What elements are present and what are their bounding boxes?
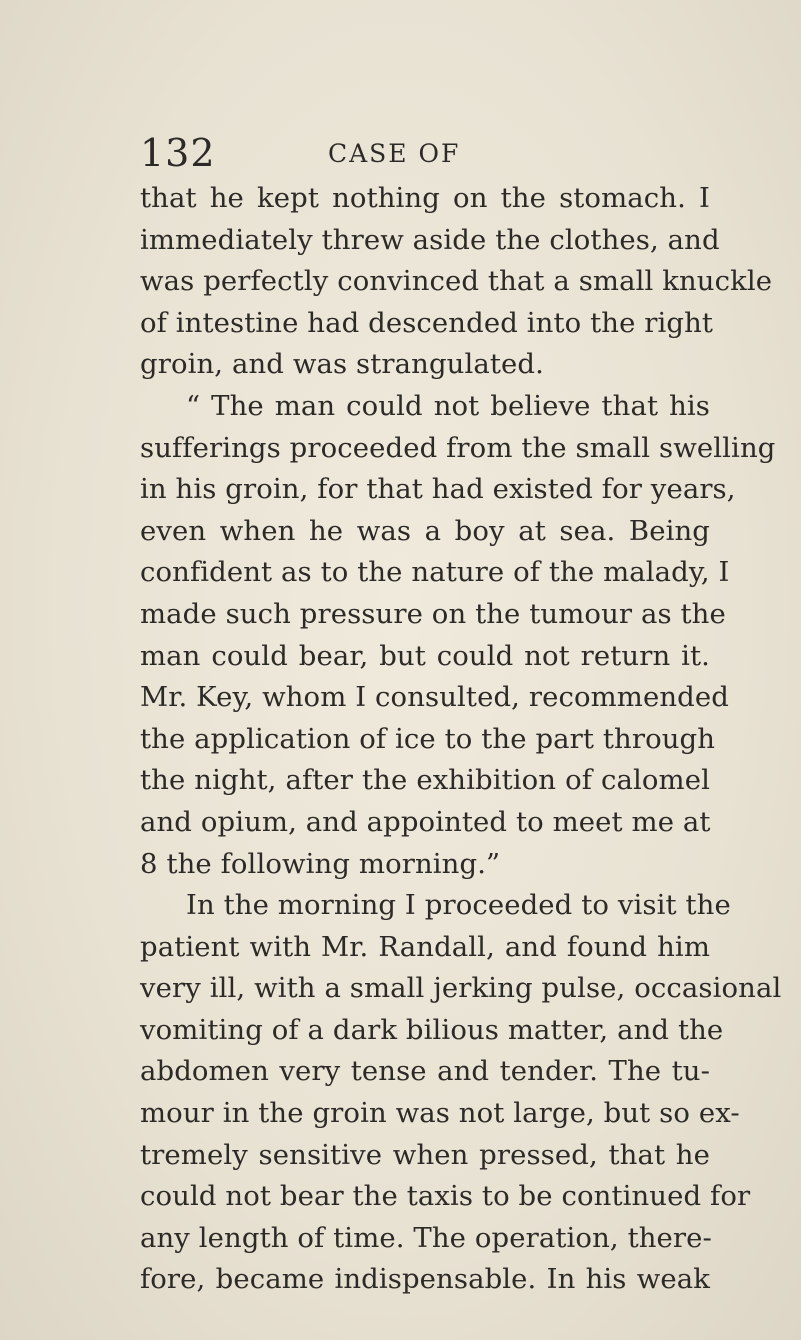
text-line: 8 the following morning.”	[140, 847, 501, 880]
page-number: 132	[140, 131, 216, 175]
text-line: made such pressure on the tumour as the	[140, 597, 726, 630]
running-head: CASE OF	[328, 139, 461, 168]
text-line: and opium, and appointed to meet me at	[140, 805, 711, 838]
text-line: even when he was a boy at sea. Being	[140, 514, 710, 547]
text-line: could not bear the taxis to be continued for	[140, 1180, 751, 1213]
text-line: groin, and was strangulated.	[140, 348, 544, 381]
text-line: vomiting of a dark bilious matter, and the	[140, 1013, 724, 1046]
paragraph	[140, 386, 776, 885]
text-line: In the morning I proceeded to visit the	[186, 889, 731, 922]
body-text	[140, 178, 782, 1301]
text-line: the application of ice to the part through	[140, 722, 716, 755]
text-line: the night, after the exhibition of calomel	[140, 764, 710, 797]
text-line: any length of time. The operation, there-	[140, 1221, 712, 1254]
text-line: that he kept nothing on the stomach. I	[140, 182, 710, 214]
text-line: sufferings proceeded from the small swelling	[140, 431, 776, 464]
text-line: mour in the groin was not large, but so ex-	[140, 1097, 740, 1130]
text-line: of intestine had descended into the right	[140, 306, 714, 339]
text-line: Mr. Key, whom I consulted, recommended	[140, 681, 729, 714]
text-line: immediately threw aside the clothes, and	[140, 223, 720, 256]
text-line: was perfectly convinced that a small knuckle	[140, 265, 773, 298]
text-line: in his groin, for that had existed for years,	[140, 473, 736, 506]
text-line: “ The man could not believe that his	[186, 389, 710, 422]
page-header	[140, 128, 660, 178]
text-line: confident as to the nature of the malady, I	[140, 556, 730, 589]
text-line: man could bear, but could not return it.	[140, 639, 710, 672]
text-line: very ill, with a small jerking pulse, occasional	[140, 972, 782, 1005]
paragraph	[140, 885, 782, 1301]
text-line: fore, became indispensable. In his weak	[140, 1263, 710, 1296]
paragraph	[140, 178, 773, 386]
text-line: tremely sensitive when pressed, that he	[140, 1138, 710, 1171]
text-line: patient with Mr. Randall, and found him	[140, 930, 710, 963]
text-line: abdomen very tense and tender. The tu-	[140, 1055, 710, 1088]
